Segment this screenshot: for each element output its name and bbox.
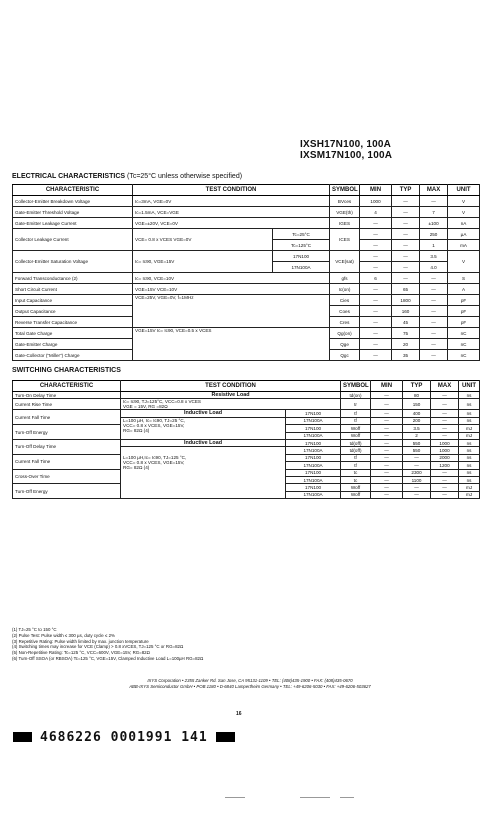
table-row — [13, 410, 480, 417]
cell: — — [431, 469, 459, 476]
cell: tc — [341, 476, 371, 483]
inductive-cond-line: RG= 82Ω (4) — [123, 465, 150, 471]
cell: 17N100A — [286, 447, 341, 454]
switching-header-row — [13, 381, 480, 392]
cell: Ic(on) — [330, 284, 360, 295]
cell: 17N100A — [286, 491, 341, 498]
footnote: (4) Switching times may increase for VCE (Clamp) > 0.8 xVCES, TJ=125 °C or RG=82Ω — [12, 644, 184, 650]
cell: Woff — [341, 491, 371, 498]
table-row — [13, 207, 480, 218]
cell: Current Fall Time — [13, 410, 121, 425]
scan-rule — [300, 797, 330, 798]
table-row — [13, 295, 480, 306]
cell: — — [403, 484, 431, 491]
cell: 17N100A — [286, 417, 341, 424]
cell: — — [360, 317, 392, 328]
inductive-cond-line: VCC= 0.8 x VCES, VGE=15V, — [123, 460, 185, 466]
resistive-cond-line: VGE = 15V, RG =82Ω — [123, 404, 168, 410]
footnote: (5) Non-Repetitive Rating: Tc=125 °C, VCC=600V, VGE=15V, RG=82Ω — [12, 650, 150, 656]
cell: Gate-Emitter Threshold Voltage — [13, 207, 133, 218]
cell: mA — [448, 240, 480, 251]
cell: — — [392, 218, 420, 229]
electrical-characteristics-table — [12, 184, 480, 361]
cell: Inductive Load — [121, 410, 286, 417]
cell: nC — [448, 339, 480, 350]
cell: Ic=3mA, VGE=0V — [133, 196, 330, 207]
cell: µA — [448, 229, 480, 240]
cell: 1000 — [431, 447, 459, 454]
cell: — — [392, 229, 420, 240]
table-row — [13, 273, 480, 284]
cell: VCE= 0.8 x VCES VGE=0V — [133, 229, 273, 251]
table-row — [13, 218, 480, 229]
col-symbol: SYMBOL — [341, 381, 371, 392]
cell: — — [360, 350, 392, 361]
cell: — — [392, 251, 420, 262]
cell: 75 — [392, 328, 420, 339]
cell: — — [431, 425, 459, 432]
barcode-block-right — [216, 732, 235, 742]
cell: ns — [459, 399, 480, 410]
cell: 65 — [392, 284, 420, 295]
cell: — — [371, 425, 403, 432]
cell: — — [431, 399, 459, 410]
cell: Qg(on) — [330, 328, 360, 339]
cell: — — [392, 273, 420, 284]
cell: gfs — [330, 273, 360, 284]
corp-line: IXYS Corporation • 2355 Zanker Rd. San Jose, CA 95131-1109 • TEL: (408)435-1900 • FAX: (408)435-0670 — [147, 678, 353, 683]
cell: 17N100 — [286, 454, 341, 461]
cell: Qgc — [330, 350, 360, 361]
cell: tf — [341, 410, 371, 417]
cell: tf — [341, 462, 371, 469]
cell: Resistive Load — [121, 392, 341, 399]
switching-characteristics-table — [12, 380, 480, 499]
footnote: (2) Pulse Test: Pulse width ≤ 300 µs, duty cycle ≤ 2% — [12, 632, 115, 638]
table-row — [13, 229, 480, 240]
cell: 17N100 — [286, 484, 341, 491]
cell: 35 — [392, 350, 420, 361]
cell: VGE(th) — [330, 207, 360, 218]
spacer — [123, 447, 283, 455]
cell: 17N100 — [273, 251, 330, 262]
cell: — — [371, 454, 403, 461]
cell: VCE(sat) — [330, 251, 360, 273]
cell: 17N100A — [286, 462, 341, 469]
cell: 17N100 — [286, 439, 341, 446]
col-characteristic: CHARACTERISTIC — [13, 381, 121, 392]
cell: Cross-Over Time — [13, 469, 121, 484]
electrical-title: ELECTRICAL CHARACTERISTICS — [12, 173, 126, 180]
cell: ns — [459, 469, 480, 476]
cell: Cies — [330, 295, 360, 306]
cell: Woff — [341, 432, 371, 439]
cell: — — [420, 295, 448, 306]
cell: BVces — [330, 196, 360, 207]
cell: 1100 — [403, 476, 431, 483]
table-row — [13, 328, 480, 339]
cell: 1000 — [431, 439, 459, 446]
cell: ICES — [330, 229, 360, 251]
cell: — — [403, 462, 431, 469]
barcode-block-left — [13, 732, 32, 742]
cell: — — [360, 306, 392, 317]
barcode-strip — [13, 730, 235, 744]
cell: — — [420, 317, 448, 328]
col-max: MAX — [420, 185, 448, 196]
col-test-condition: TEST CONDITION — [121, 381, 341, 392]
cell: — — [420, 284, 448, 295]
cell: 3.5 — [403, 425, 431, 432]
cell: — — [371, 469, 403, 476]
cell: tr — [341, 399, 371, 410]
cell: Forward Transconductance (2) — [13, 273, 133, 284]
cell: 4 — [360, 207, 392, 218]
cell: Gate-Emitter Leakage Current — [13, 218, 133, 229]
cell: — — [392, 207, 420, 218]
cell — [121, 447, 286, 499]
switching-section-title: SWITCHING CHARACTERISTICS — [12, 367, 121, 374]
cell: 17N100 — [286, 425, 341, 432]
cell: — — [431, 392, 459, 399]
cell: — — [371, 462, 403, 469]
inductive-cond-line: RG= 82Ω (4) — [123, 427, 150, 433]
cell: Collector-Emitter Saturation Voltage — [13, 251, 133, 273]
cell: ns — [459, 392, 480, 399]
cell: Qge — [330, 339, 360, 350]
cell: tc — [341, 469, 371, 476]
cell: Collector-Emitter Breakdown Voltage — [13, 196, 133, 207]
cell: Turn-Off Energy — [13, 425, 121, 440]
barcode-text: 4686226 0001991 141 — [40, 729, 208, 745]
cell: Turn-Off Energy — [13, 484, 121, 499]
cell: ns — [459, 454, 480, 461]
cell: 2 — [403, 432, 431, 439]
inductive-cond-line: L=100 µH, Ic= Ic90, TJ=25 °C, — [123, 417, 185, 423]
cell: tf — [341, 454, 371, 461]
cell: 550 — [403, 439, 431, 446]
cell: VCE=25V, VGE=0V, f=1MHz — [133, 295, 330, 328]
cell: 4.0 — [420, 262, 448, 273]
cell: nC — [448, 328, 480, 339]
cell: — — [371, 399, 403, 410]
table-row — [13, 251, 480, 262]
cell: mJ — [459, 491, 480, 498]
cell: — — [360, 229, 392, 240]
table-row — [13, 392, 480, 399]
cell: 2300 — [403, 469, 431, 476]
cell: — — [420, 273, 448, 284]
cell: mJ — [459, 425, 480, 432]
cell: td(on) — [341, 392, 371, 399]
cell: pF — [448, 317, 480, 328]
cell: Coes — [330, 306, 360, 317]
cell: 20 — [392, 339, 420, 350]
cell: mJ — [459, 432, 480, 439]
cell: — — [360, 328, 392, 339]
cell: — — [392, 196, 420, 207]
cell: 1200 — [431, 462, 459, 469]
cell: — — [431, 476, 459, 483]
page-number: 16 — [236, 711, 242, 717]
cell: 17N100A — [273, 262, 330, 273]
cell: VGE=±20V, VCE=0V — [133, 218, 330, 229]
cell: — — [431, 491, 459, 498]
cell: Collector Leakage Current — [13, 229, 133, 251]
cell: — — [371, 392, 403, 399]
cell: — — [360, 218, 392, 229]
cell: — — [360, 339, 392, 350]
cell: — — [371, 484, 403, 491]
cell: ns — [459, 439, 480, 446]
cell: — — [371, 432, 403, 439]
cell: — — [392, 262, 420, 273]
col-typ: TYP — [392, 185, 420, 196]
cell: Ic= Ic90, VGE=15V — [133, 251, 273, 273]
cell: 6 — [360, 273, 392, 284]
col-symbol: SYMBOL — [330, 185, 360, 196]
cell: 7 — [420, 207, 448, 218]
cell: Inductive Load — [121, 439, 286, 446]
cell: 17N100 — [286, 410, 341, 417]
cell: — — [420, 350, 448, 361]
scan-rule — [225, 797, 245, 798]
col-typ: TYP — [403, 381, 431, 392]
cell: Ic=1.5mA, VCE=VGE — [133, 207, 330, 218]
electrical-section-title — [12, 173, 242, 180]
cell: 17N100A — [286, 432, 341, 439]
cell: 2000 — [431, 454, 459, 461]
cell: 1800 — [392, 295, 420, 306]
cell: Woff — [341, 425, 371, 432]
part-number-title — [300, 139, 480, 161]
footnote: (3) Repetitive Rating: Pulse width limited by max. junction temperature — [12, 638, 149, 644]
col-min: MIN — [360, 185, 392, 196]
cell: — — [360, 251, 392, 262]
cell: — — [431, 410, 459, 417]
col-min: MIN — [371, 381, 403, 392]
corp-line: ABB-IXYS Semiconductor GmbH • POB 1180 • D-6840 Lampertheim Germany • TEL: +49-6206-5030 • FAX: +49-6206-503627 — [129, 684, 371, 689]
cell: pF — [448, 295, 480, 306]
cell: VGE=15V VCE=10V — [133, 284, 330, 295]
cell: 550 — [403, 447, 431, 454]
inductive-cond-line: L=100 µH,Ic= Ic90, TJ=125 °C, — [123, 455, 187, 461]
cell: 80 — [403, 392, 431, 399]
cell: 1 — [420, 240, 448, 251]
cell: — — [360, 295, 392, 306]
cell: tf — [341, 417, 371, 424]
cell: ns — [459, 462, 480, 469]
cell: Total Gate Charge — [13, 328, 133, 339]
cell: Tc=125°C — [273, 240, 330, 251]
electrical-condition: (Tc=25°C unless otherwise specified) — [127, 173, 243, 180]
cell: — — [420, 339, 448, 350]
table-row — [13, 196, 480, 207]
cell: V — [448, 251, 480, 273]
cell: S — [448, 273, 480, 284]
col-characteristic: CHARACTERISTIC — [13, 185, 133, 196]
cell: — — [431, 432, 459, 439]
col-max: MAX — [431, 381, 459, 392]
cell — [121, 417, 286, 439]
cell: 400 — [403, 410, 431, 417]
cell: — — [403, 491, 431, 498]
cell: IGES — [330, 218, 360, 229]
cell: V — [448, 196, 480, 207]
cell: 17N100 — [286, 469, 341, 476]
cell: — — [360, 284, 392, 295]
cell: Reverse Transfer Capacitance — [13, 317, 133, 328]
table-row — [13, 439, 480, 446]
cell: 45 — [392, 317, 420, 328]
cell: Turn-Off Delay Time — [13, 439, 121, 454]
cell: 250 — [420, 229, 448, 240]
cell: 160 — [392, 306, 420, 317]
resistive-cond-line: Ic= Ic90, TJ=125°C, VCC=0.8 x VCES — [123, 399, 201, 405]
cell: — — [360, 262, 392, 273]
cell: — — [371, 410, 403, 417]
cell — [121, 399, 341, 410]
cell: 150 — [403, 399, 431, 410]
electrical-header-row — [13, 185, 480, 196]
cell: — — [431, 484, 459, 491]
cell: Woff — [341, 484, 371, 491]
cell: 200 — [403, 417, 431, 424]
cell: ±100 — [420, 218, 448, 229]
part-line-2: IXSM17N100, 100A — [300, 150, 393, 161]
cell: ns — [459, 447, 480, 454]
table-row — [13, 284, 480, 295]
footnote: (1) TJ=25 °C to 150 °C — [12, 627, 57, 632]
cell: ns — [459, 476, 480, 483]
cell: Ic= Ic90, VCE=10V — [133, 273, 330, 284]
cell: Current Fall Time — [13, 454, 121, 469]
cell: 17N100A — [286, 476, 341, 483]
cell: — — [371, 491, 403, 498]
cell: nC — [448, 350, 480, 361]
cell: Output Capacitance — [13, 306, 133, 317]
cell: Input Capacitance — [13, 295, 133, 306]
cell: — — [431, 417, 459, 424]
corporate-contact — [40, 678, 460, 690]
cell: Gate-Collector ("Miller") Charge — [13, 350, 133, 361]
footnote: (6) Turn-Off SSOA (or RBSOA) Tc=125 °C, VGE=15V, Clamped Inductive Load L=100µH RG=82Ω — [12, 655, 204, 661]
cell: — — [420, 196, 448, 207]
cell: Turn-On Delay Time — [13, 392, 121, 399]
cell: — — [403, 454, 431, 461]
cell: td(off) — [341, 447, 371, 454]
cell: nA — [448, 218, 480, 229]
cell: 1000 — [360, 196, 392, 207]
cell: Short Circuit Current — [13, 284, 133, 295]
inductive-cond-line: VCC= 0.8 x VCES, VGE=15V, — [123, 422, 185, 428]
cell: — — [371, 447, 403, 454]
cell: — — [420, 306, 448, 317]
cell: Tc=25°C — [273, 229, 330, 240]
col-unit: UNIT — [459, 381, 480, 392]
cell: mJ — [459, 484, 480, 491]
cell: A — [448, 284, 480, 295]
col-unit: UNIT — [448, 185, 480, 196]
cell: Current Rise Time — [13, 399, 121, 410]
cell: pF — [448, 306, 480, 317]
cell: V — [448, 207, 480, 218]
col-test-condition: TEST CONDITION — [133, 185, 330, 196]
cell: VGE=15V Ic= Ic90, VCE=0.5 x VCES — [133, 328, 330, 361]
part-line-1: IXSH17N100, 100A — [300, 139, 392, 150]
cell: Gate-Emitter Charge — [13, 339, 133, 350]
cell: — — [371, 476, 403, 483]
cell: — — [371, 439, 403, 446]
cell: Cres — [330, 317, 360, 328]
cell: — — [371, 417, 403, 424]
cell: td(off) — [341, 439, 371, 446]
cell: — — [392, 240, 420, 251]
cell: — — [420, 328, 448, 339]
cell: ns — [459, 410, 480, 417]
footnotes — [12, 627, 472, 662]
scan-rule — [340, 797, 354, 798]
cell: — — [360, 240, 392, 251]
cell: ns — [459, 417, 480, 424]
cell: 3.5 — [420, 251, 448, 262]
